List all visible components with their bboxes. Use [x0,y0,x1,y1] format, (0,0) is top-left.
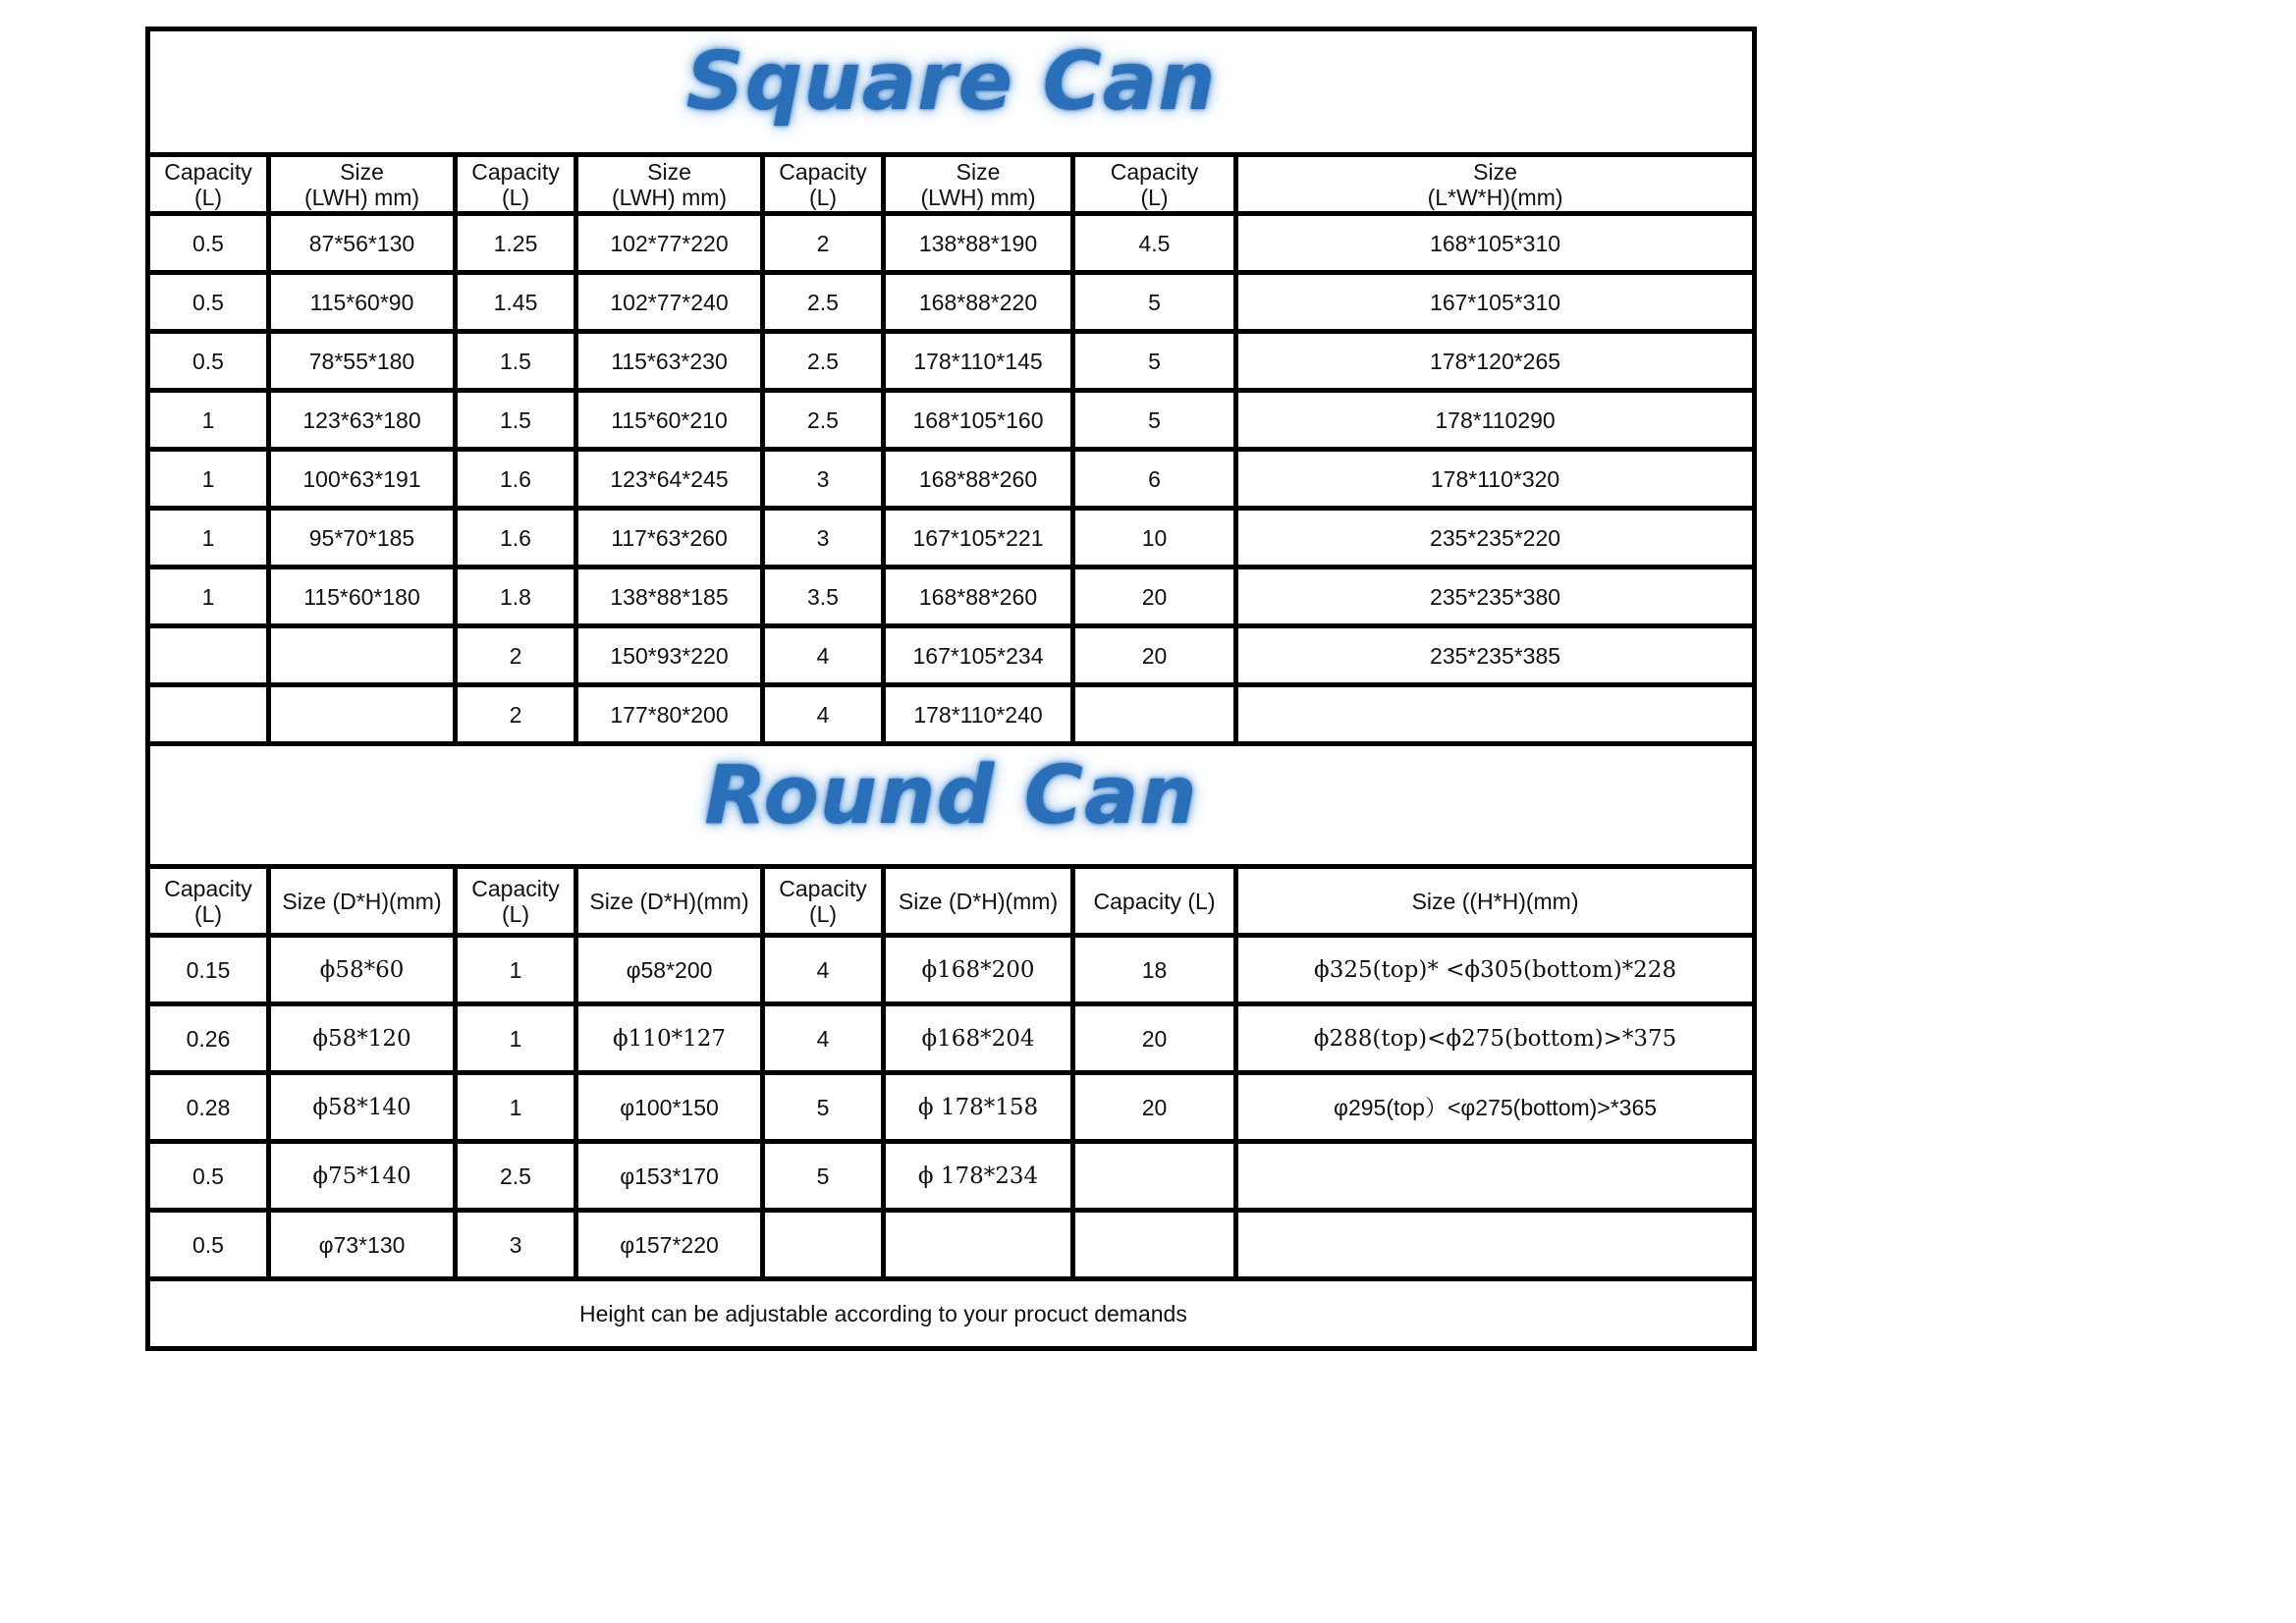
size-cell: 123*63*180 [269,391,456,450]
capacity-cell [1073,1211,1236,1279]
capacity-cell: 5 [1073,273,1236,332]
footer-note: Height can be adjustable according to your procuct demands [148,1279,1755,1349]
header-line: (LWH) mm) [611,184,728,210]
size-cell: 150*93*220 [576,626,763,685]
header-line: Capacity [779,158,867,185]
capacity-cell: 1 [456,1004,576,1073]
header-line: Size [1473,158,1517,185]
capacity-cell: 20 [1073,1073,1236,1142]
size-cell: 138*88*190 [884,214,1073,273]
capacity-cell: 1.6 [456,509,576,568]
size-cell: 117*63*260 [576,509,763,568]
header-line: Size [647,158,691,185]
capacity-cell [1073,685,1236,744]
capacity-cell: 4 [763,685,884,744]
size-cell: ϕ288(top)<ϕ275(bottom)>*375 [1236,1004,1755,1073]
square-header-cell [763,155,884,214]
capacity-cell: 0.5 [148,332,269,391]
header-line: Capacity [779,875,867,901]
capacity-cell: 5 [1073,391,1236,450]
header-line: Size [956,158,1001,185]
header-line: (L) [808,900,838,927]
size-cell: ϕ58*60 [269,936,456,1004]
size-cell: 235*235*380 [1236,568,1755,626]
header-line: Capacity [164,158,252,185]
square-table-row [148,450,1755,509]
size-cell: 178*110*145 [884,332,1073,391]
size-cell: 235*235*385 [1236,626,1755,685]
size-cell [884,1211,1073,1279]
capacity-cell: 20 [1073,1004,1236,1073]
size-cell: 138*88*185 [576,568,763,626]
size-cell: 167*105*234 [884,626,1073,685]
capacity-cell [1073,1142,1236,1211]
round-header-cell [269,867,456,936]
size-cell: 168*105*310 [1236,214,1755,273]
capacity-cell: 3 [456,1211,576,1279]
size-cell [1236,685,1755,744]
header-line: (L) [193,184,223,210]
capacity-cell: 1.8 [456,568,576,626]
round-header-cell [1073,867,1236,936]
capacity-cell: 1.5 [456,332,576,391]
header-line: Size (D*H)(mm) [898,888,1059,914]
capacity-cell: 1 [148,450,269,509]
round-title-row [148,744,1755,867]
capacity-cell: 2 [763,214,884,273]
square-table-row [148,391,1755,450]
footer-row [148,1279,1755,1349]
capacity-cell: 3 [763,450,884,509]
capacity-cell: 1.25 [456,214,576,273]
header-line: Size ((H*H)(mm) [1411,888,1579,914]
size-cell [1236,1142,1755,1211]
capacity-cell [763,1211,884,1279]
capacity-cell: 3.5 [763,568,884,626]
header-line: (LWH) mm) [920,184,1036,210]
round-header-row [148,867,1755,936]
size-cell: ϕ75*140 [269,1142,456,1211]
size-cell: 167*105*310 [1236,273,1755,332]
square-table-row [148,214,1755,273]
header-line: (L) [1140,184,1169,210]
size-cell: ϕ58*140 [269,1073,456,1142]
size-cell: φ153*170 [576,1142,763,1211]
size-cell: 115*60*90 [269,273,456,332]
header-line: Capacity [471,875,560,901]
size-cell: φ58*200 [576,936,763,1004]
round-header-group [148,867,1755,936]
size-cell: φ100*150 [576,1073,763,1142]
capacity-cell: 3 [763,509,884,568]
square-header-cell [576,155,763,214]
header-line: (L) [501,900,530,927]
size-cell: 115*60*180 [269,568,456,626]
capacity-cell: 0.5 [148,273,269,332]
square-table-row [148,685,1755,744]
square-table-row [148,568,1755,626]
capacity-cell: 4 [763,626,884,685]
capacity-cell: 0.5 [148,1142,269,1211]
size-cell [1236,1211,1755,1279]
capacity-cell: 10 [1073,509,1236,568]
capacity-cell: 5 [763,1073,884,1142]
size-cell: 177*80*200 [576,685,763,744]
size-cell [269,685,456,744]
capacity-cell: 2.5 [763,273,884,332]
header-line: Size [340,158,384,185]
capacity-cell: 1 [148,509,269,568]
size-cell: 168*88*260 [884,450,1073,509]
square-table-row [148,332,1755,391]
size-cell: 115*60*210 [576,391,763,450]
capacity-cell: 4 [763,1004,884,1073]
round-header-cell [1236,867,1755,936]
size-cell: 178*110*240 [884,685,1073,744]
capacity-cell: 0.5 [148,214,269,273]
round-header-cell [148,867,269,936]
capacity-cell: 1 [456,1073,576,1142]
capacity-cell: 18 [1073,936,1236,1004]
header-line: Capacity (L) [1093,888,1216,914]
capacity-cell: 2.5 [763,391,884,450]
capacity-cell: 6 [1073,450,1236,509]
round-header-cell [763,867,884,936]
size-cell: φ157*220 [576,1211,763,1279]
size-cell: 235*235*220 [1236,509,1755,568]
size-cell [269,626,456,685]
round-body [148,936,1755,1279]
capacity-cell: 0.26 [148,1004,269,1073]
capacity-cell [148,685,269,744]
size-cell: 168*88*260 [884,568,1073,626]
square-table-row [148,273,1755,332]
header-line: (LWH) mm) [303,184,420,210]
capacity-cell: 0.28 [148,1073,269,1142]
size-cell: ϕ168*204 [884,1004,1073,1073]
capacity-cell: 4 [763,936,884,1004]
square-header-cell [269,155,456,214]
size-cell: 102*77*240 [576,273,763,332]
size-cell: 115*63*230 [576,332,763,391]
round-table-row [148,936,1755,1004]
square-can-title: Square Can [685,35,1217,129]
capacity-cell: 1.5 [456,391,576,450]
size-cell: ϕ 178*158 [884,1073,1073,1142]
round-header-cell [884,867,1073,936]
header-line: Size (D*H)(mm) [589,888,749,914]
header-line: Capacity [164,875,252,901]
capacity-cell: 5 [763,1142,884,1211]
round-can-title: Round Can [704,748,1198,842]
size-cell: ϕ58*120 [269,1004,456,1073]
size-cell: 87*56*130 [269,214,456,273]
capacity-cell: 2.5 [763,332,884,391]
header-line: (L) [501,184,530,210]
size-cell: φ73*130 [269,1211,456,1279]
square-header-group [148,155,1755,214]
capacity-cell: 1 [148,391,269,450]
header-line: (L) [193,900,223,927]
size-cell: 178*110290 [1236,391,1755,450]
header-line: Capacity [1110,158,1199,185]
square-body [148,214,1755,744]
square-header-cell [456,155,576,214]
size-cell: 102*77*220 [576,214,763,273]
header-line: (L*W*H)(mm) [1427,184,1563,210]
size-cell: ϕ 178*234 [884,1142,1073,1211]
round-table-row [148,1004,1755,1073]
size-cell: 168*88*220 [884,273,1073,332]
header-line: Size (D*H)(mm) [282,888,442,914]
capacity-cell: 2 [456,626,576,685]
square-header-cell [884,155,1073,214]
round-table-row [148,1073,1755,1142]
capacity-cell: 5 [1073,332,1236,391]
capacity-cell: 1.45 [456,273,576,332]
size-cell: 78*55*180 [269,332,456,391]
header-line: (L) [808,184,838,210]
square-header-row [148,155,1755,214]
round-table-row [148,1211,1755,1279]
capacity-cell: 0.5 [148,1211,269,1279]
size-cell: 178*120*265 [1236,332,1755,391]
square-table-row [148,626,1755,685]
square-can-title-cell [148,29,1755,155]
square-title-row [148,29,1755,155]
size-cell: 95*70*185 [269,509,456,568]
square-header-cell [148,155,269,214]
capacity-cell: 1 [456,936,576,1004]
round-header-cell [576,867,763,936]
square-header-cell [1073,155,1236,214]
capacity-cell: 1.6 [456,450,576,509]
can-size-table [145,27,1757,1351]
round-header-cell [456,867,576,936]
size-cell: ϕ325(top)* <ϕ305(bottom)*228 [1236,936,1755,1004]
capacity-cell [148,626,269,685]
capacity-cell: 0.15 [148,936,269,1004]
capacity-cell: 20 [1073,626,1236,685]
round-table-row [148,1142,1755,1211]
size-cell: ϕ110*127 [576,1004,763,1073]
size-cell: ϕ168*200 [884,936,1073,1004]
size-cell: 100*63*191 [269,450,456,509]
square-header-cell [1236,155,1755,214]
size-cell: 168*105*160 [884,391,1073,450]
size-cell: φ295(top）<φ275(bottom)>*365 [1236,1073,1755,1142]
capacity-cell: 2 [456,685,576,744]
capacity-cell: 2.5 [456,1142,576,1211]
size-cell: 178*110*320 [1236,450,1755,509]
capacity-cell: 1 [148,568,269,626]
capacity-cell: 4.5 [1073,214,1236,273]
square-table-row [148,509,1755,568]
capacity-cell: 20 [1073,568,1236,626]
round-can-title-cell [148,744,1755,867]
header-line: Capacity [471,158,560,185]
size-cell: 167*105*221 [884,509,1073,568]
size-cell: 123*64*245 [576,450,763,509]
